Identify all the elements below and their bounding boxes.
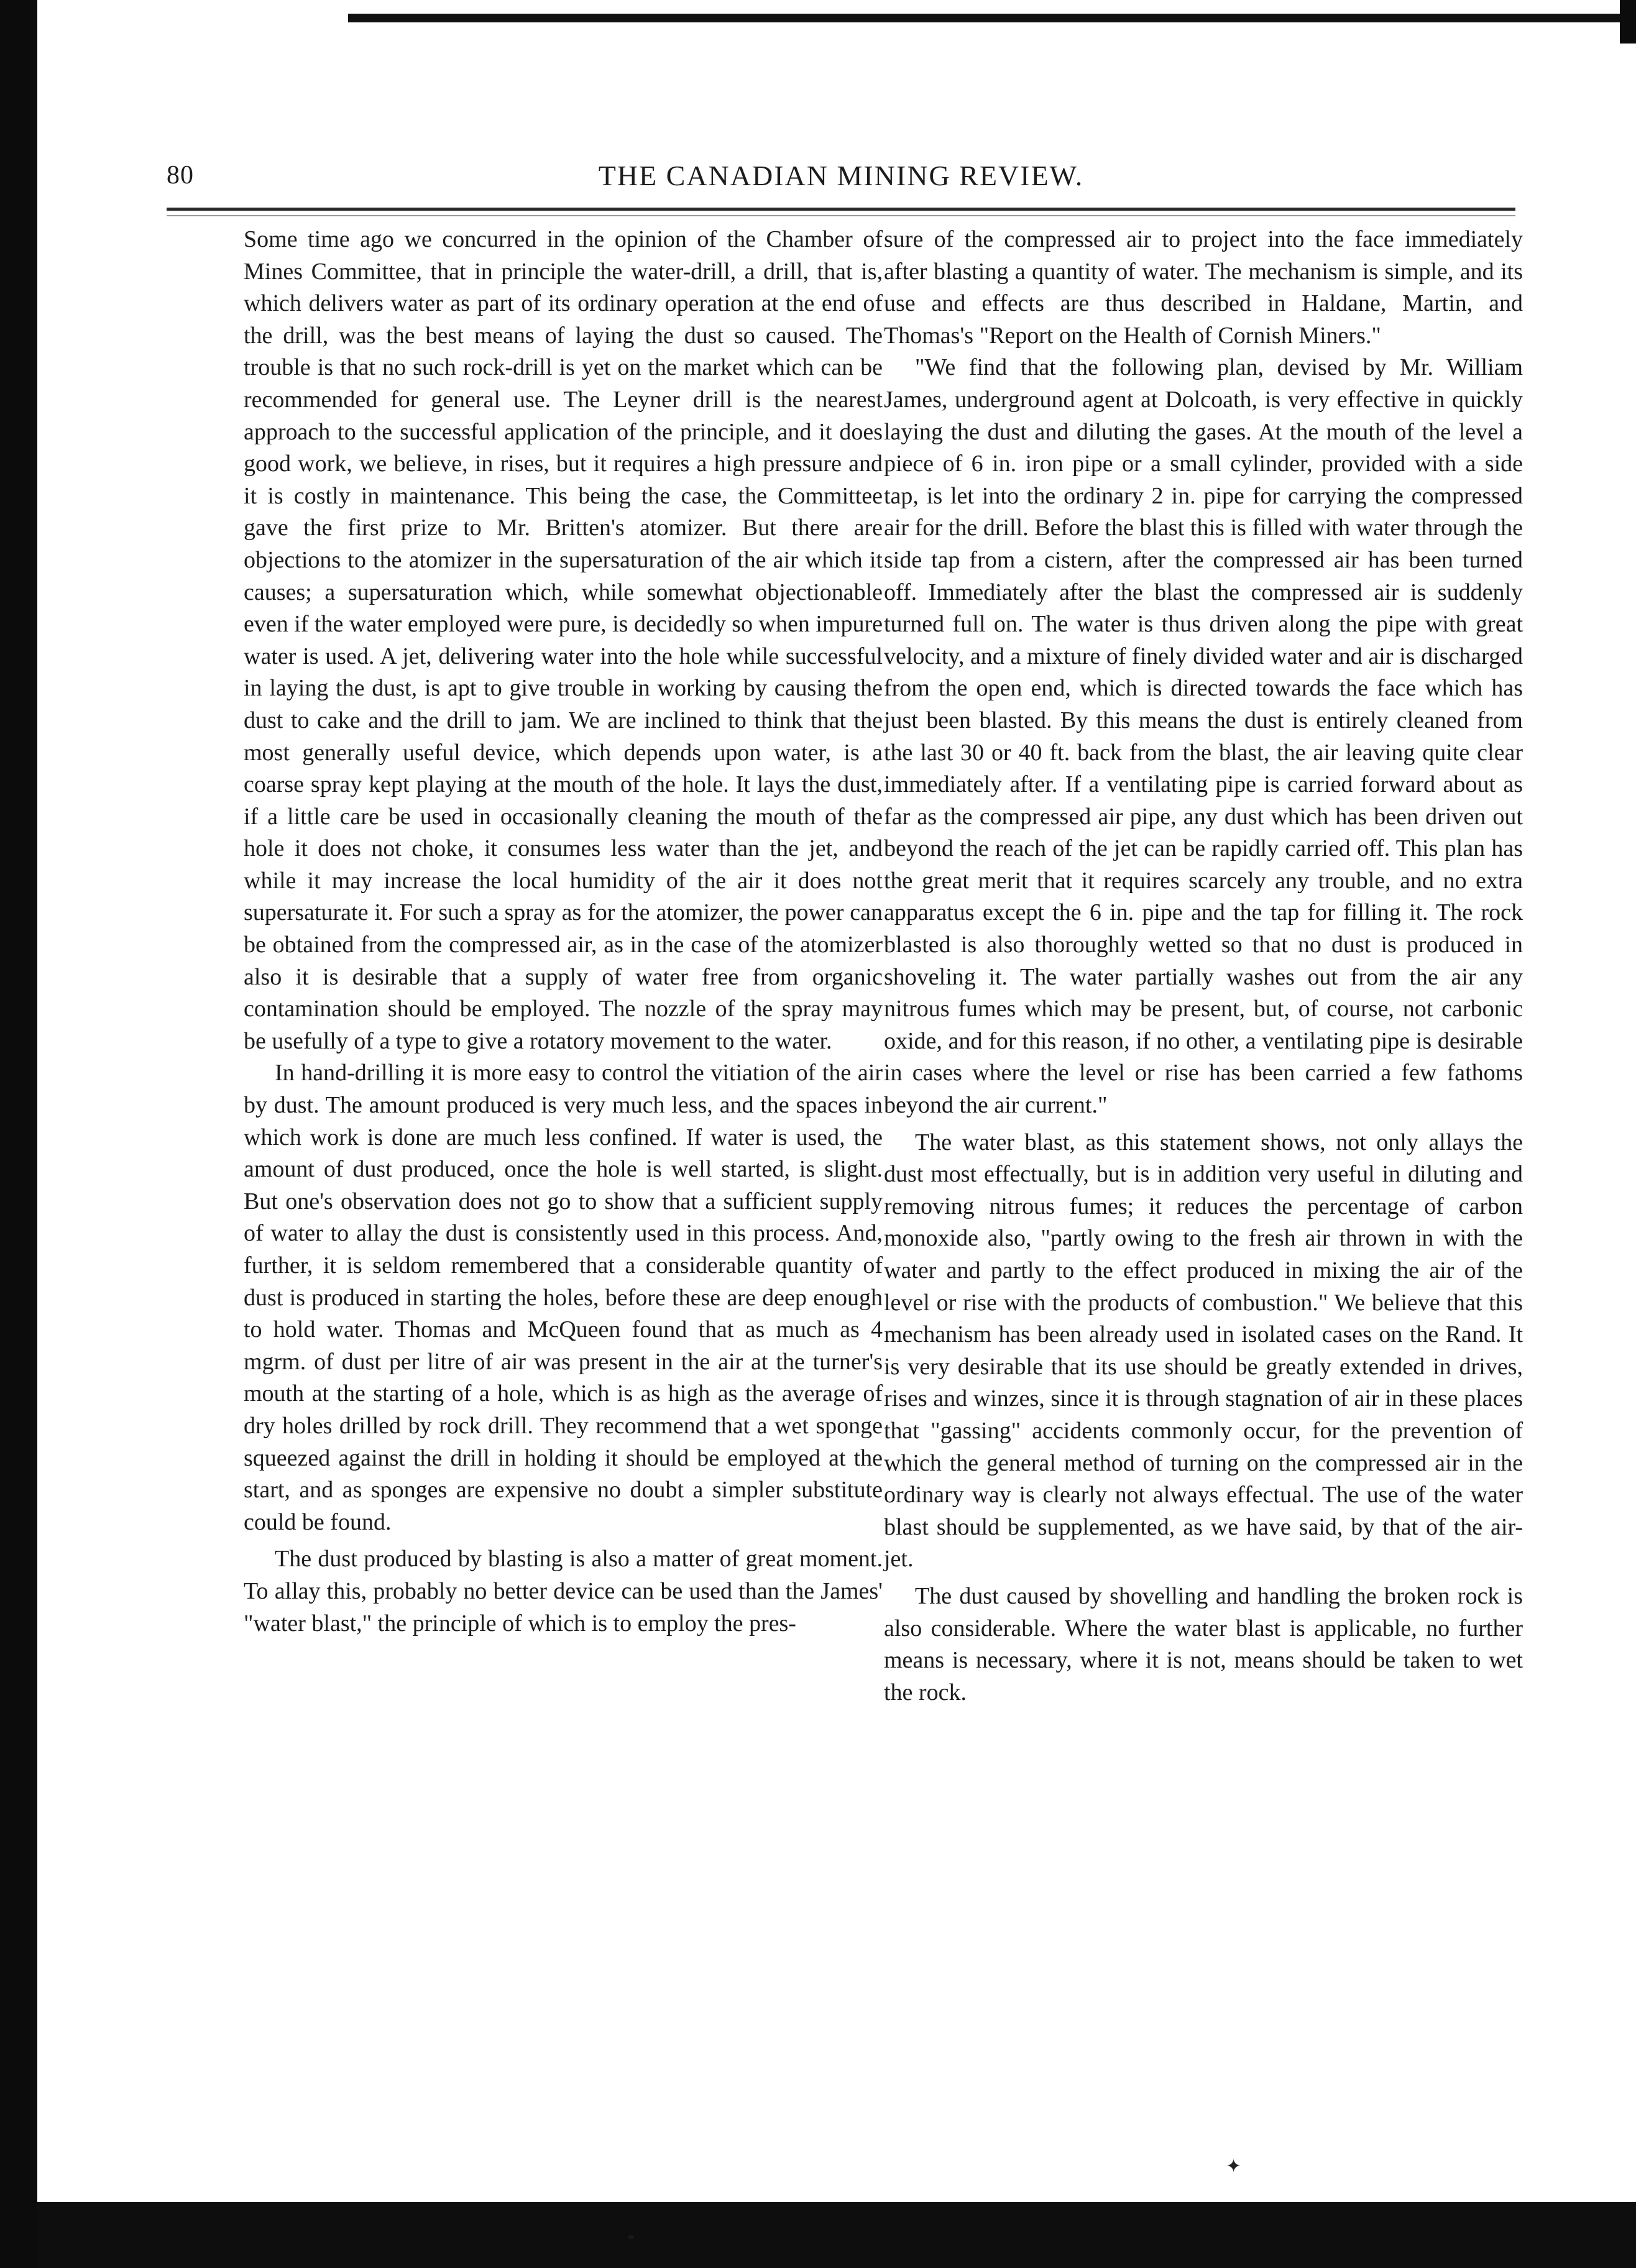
paragraph: The dust produced by blasting is also a matter of great moment. To allay this, probably no better device can be used than the James' "water blast," the principle of which is to employ the pres- — [244, 1546, 883, 1637]
scan-border-top — [348, 14, 1629, 22]
running-title: THE CANADIAN MINING REVIEW. — [598, 160, 1084, 191]
scan-speck — [628, 2235, 634, 2239]
ornament-mark-icon: ✦ — [1226, 2156, 1242, 2177]
right-column — [884, 224, 1523, 1709]
header-rule — [167, 208, 1515, 211]
paragraph: In hand-drilling it is more easy to control the vitiation of the air by dust. The amount produced is very much less, and the spaces in which work is done are much less confined. If water is used, the amount of dust produced, once the hole is well started, is slight. But one's observation does not go to show that a sufficient supply of water to allay the dust is consistently used in this process. And, further, it is seldom remembered that a considerable quantity of dust is produced in starting the holes, before these are deep enough to hold water. Thomas and McQueen found that as much as 4 mgrm. of dust per litre of air was present in the air at the turner's mouth at the starting of a hole, which is as high as the average of dry holes drilled by rock drill. They recommend that a wet sponge squeezed against the drill in holding it should be employed at the start, and as sponges are expensive no doubt a simpler substitute could be found. — [244, 1060, 883, 1535]
scan-border-left — [0, 0, 37, 2268]
header-rule-secondary — [167, 215, 1515, 216]
scan-border-top-right — [1620, 0, 1636, 44]
scan-border-bottom — [37, 2202, 1636, 2268]
left-column — [244, 224, 883, 1640]
paragraph: The dust caused by shovelling and handling the broken rock is also considerable. Where the water blast is applicable, no further means is necessary, where it is not, means should be taken to wet the rock. — [884, 1582, 1523, 1706]
paragraph: Some time ago we concurred in the opinion of the Chamber of Mines Committee, that in principle the water-drill, a drill, that is, which delivers water as part of its ordinary operation at the end of the drill, was the best means of laying the dust so caused. The trouble is that no such rock-drill is yet on the market which can be recommended for general use. The Leyner drill is the nearest approach to the successful application of the principle, and it does good work, we believe, in rises, but it requires a high pressure and it is costly in maintenance. This being the case, the Committee gave the first prize to Mr. Britten's atomizer. But there are objections to the atomizer in the supersaturation of the air which it causes; a supersaturation which, while somewhat objectionable even if the water employed were pure, is decidedly so when impure water is used. A jet, delivering water into the hole while successful in laying the dust, is apt to give trouble in working by causing the dust to cake and the drill to jam. We are inclined to think that the most generally useful device, which depends upon water, is a coarse spray kept playing at the mouth of the hole. It lays the dust, if a little care be used in occasionally cleaning the mouth of the hole it does not choke, it consumes less water than the jet, and while it may increase the local humidity of the air it does not supersaturate it. For such a spray as for the atomizer, the power can be obtained from the compressed air, as in the case of the atomizer also it is desirable that a supply of water free from organic contamination should be employed. The nozzle of the spray may be usefully of a type to give a rotatory movement to the water. — [244, 226, 883, 1054]
paragraph: sure of the compressed air to project into the face immediately after blasting a quantity of water. The mechanism is simple, and its use and effects are thus described in Haldane, Martin, and Thomas's "Report on the Health of Cornish Miners." — [884, 226, 1523, 349]
page-number: 80 — [167, 161, 194, 190]
paragraph: The water blast, as this statement shows, not only allays the dust most effectually, but is in addition very useful in diluting and removing nitrous fumes; it reduces the percentage of carbon monoxide also, "partly owing to the fresh air thrown in with the water and partly to the effect produced in mixing the air of the level or rise with the products of combustion." We believe that this mechanism has been already used in isolated cases on the Rand. It is very desirable that its use should be greatly extended in drives, rises and winzes, since it is through stagnation of air in these places that "gassing" accidents commonly occur, for the prevention of which the general method of turning on the compressed air in the ordinary way is clearly not always effectual. The use of the water blast should be supplemented, as we have said, by that of the air-jet. — [884, 1129, 1523, 1572]
page-header — [167, 157, 1515, 200]
quoted-paragraph: "We find that the following plan, devised by Mr. William James, underground agent at Dolcoath, is very effective in quickly laying the dust and diluting the gases. At the mouth of the level a piece of 6 in. iron pipe or a small cylinder, provided with a side tap, is let into the ordinary 2 in. pipe for carrying the compressed air for the drill. Before the blast this is filled with water through the side tap from a cistern, after the compressed air has been turned off. Immediately after the blast the compressed air is suddenly turned full on. The water is thus driven along the pipe with great velocity, and a mixture of finely divided water and air is discharged from the open end, which is directed towards the face which has just been blasted. By this means the dust is entirely cleaned from the last 30 or 40 ft. back from the blast, the air leaving quite clear immediately after. If a ventilating pipe is carried forward about as far as the compressed air pipe, any dust which has been driven out beyond the reach of the jet can be rapidly carried off. This plan has the great merit that it requires scarcely any trouble, and no extra apparatus except the 6 in. pipe and the tap for filling it. The rock blasted is also thoroughly wetted so that no dust is produced in shoveling it. The water partially washes out from the air any nitrous fumes which may be present, but, of course, not carbonic oxide, and for this reason, if no other, a ventilating pipe is desirable in cases where the level or rise has been carried a few fathoms beyond the air current." — [884, 354, 1523, 1119]
